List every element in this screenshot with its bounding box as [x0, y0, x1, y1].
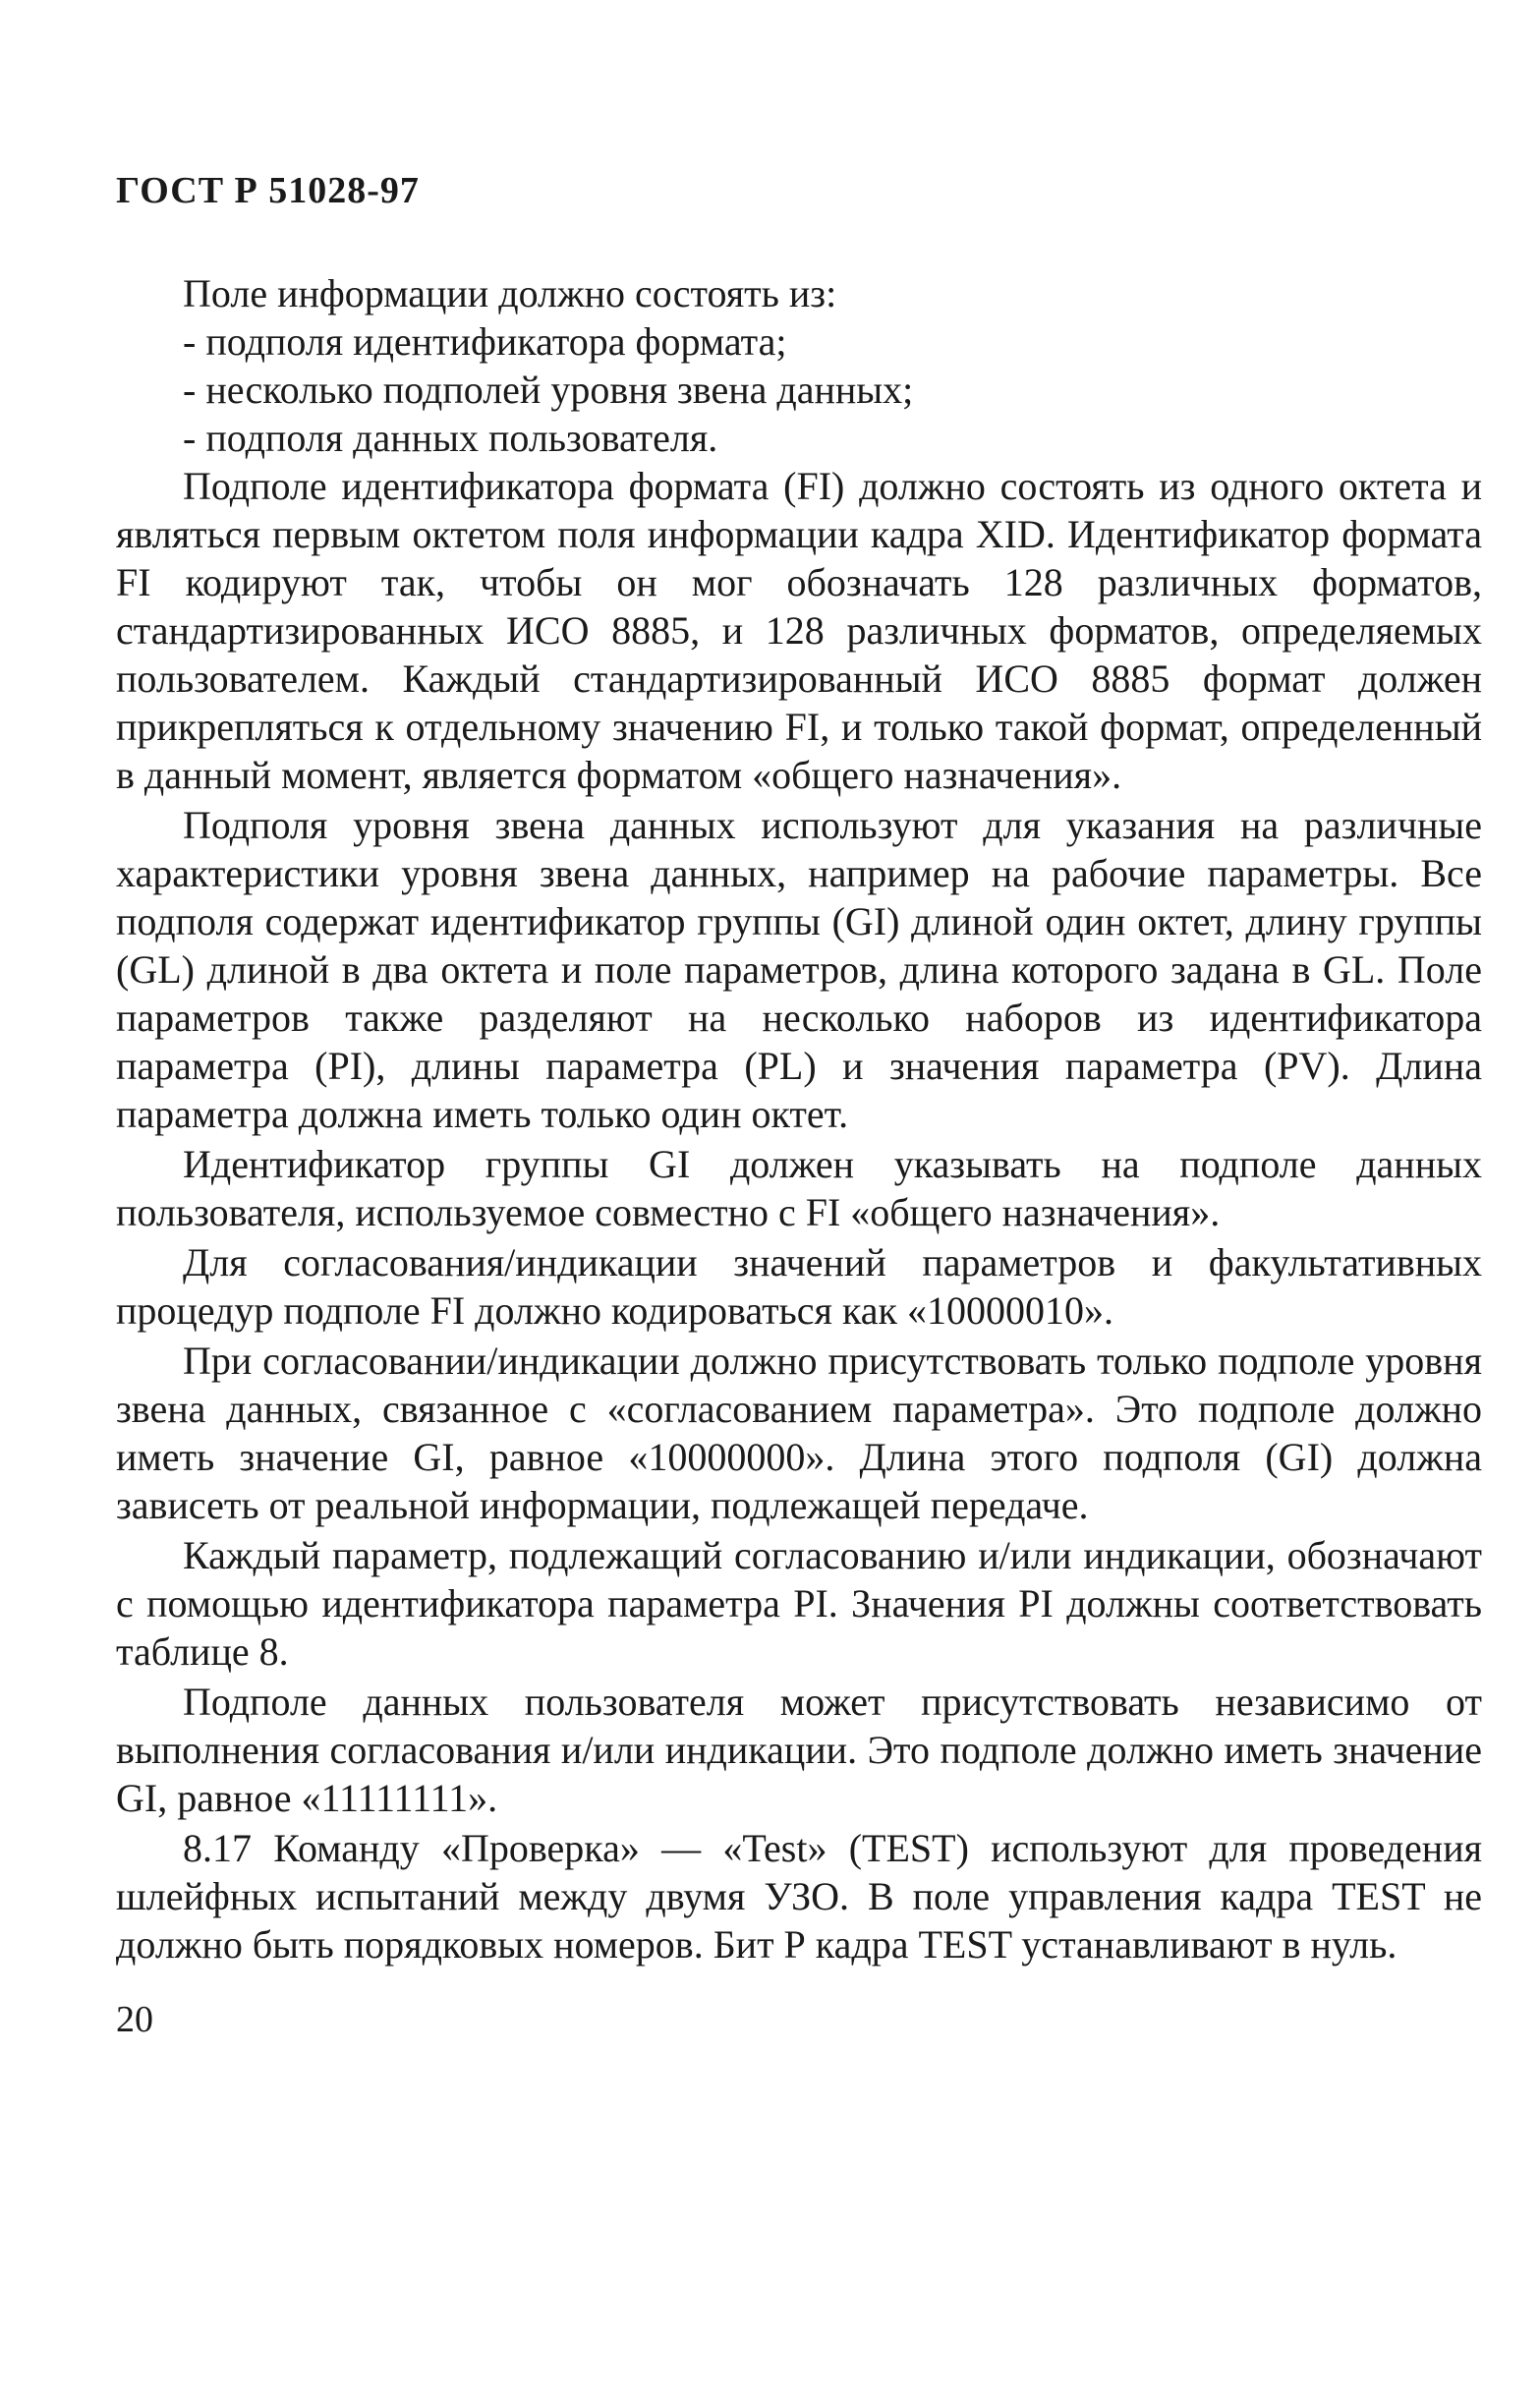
standard-header: ГОСТ Р 51028-97 — [116, 170, 420, 211]
list-item: - подполя данных пользователя. — [183, 416, 718, 460]
paragraph-pi: Каждый параметр, подлежащий согласованию и/или индикации, обозначают с помощью идентификатора параметра PI. Значения PI должны соответствовать таблице 8. — [116, 1533, 1482, 1674]
paragraph-negotiation-subfield: При согласовании/индикации должно присутствовать только подполе уровня звена данных, связанное с «согласованием параметра». Это подполе должно иметь значение GI, равное «10000000». Длина этого подполя (GI) должна зависеть от реальной информации, подлежащей передаче. — [116, 1339, 1482, 1527]
document-page — [116, 147, 1482, 2041]
paragraph-gi: Идентификатор группы GI должен указывать на подполе данных пользователя, используемое совместно с FI «общего назначения». — [116, 1142, 1482, 1234]
page-number: 20 — [116, 1999, 153, 2040]
paragraph-user-data: Подполе данных пользователя может присутствовать независимо от выполнения согласования и/или индикации. Это подполе должно иметь значение GI, равное «11111111». — [116, 1680, 1482, 1820]
info-field-intro: Поле информации должно состоять из: — [183, 271, 837, 315]
paragraph-data-link-subfields: Подполя уровня звена данных используют для указания на различные характеристики уровня звена данных, например на рабочие параметры. Все подполя содержат идентификатор группы (GI) длиной один октет, длину группы (GL) длиной в два октета и поле параметров, длина которого задана в GL. Поле параметров также разделяют на несколько наборов из идентификатора параметра (PI), длины параметра (PL) и значения параметра (PV). Длина параметра должна иметь только один октет. — [116, 803, 1482, 1136]
paragraph-test-command: 8.17 Команду «Проверка» — «Test» (TEST) используют для проведения шлейфных испытаний между двумя УЗО. В поле управления кадра TEST не должно быть порядковых номеров. Бит Р кадра TEST устанавливают в нуль. — [116, 1826, 1482, 1967]
paragraph-negotiation-coding: Для согласования/индикации значений параметров и факультативных процедур подполе FI должно кодироваться как «10000010». — [116, 1240, 1482, 1333]
paragraph-fi: Подполе идентификатора формата (FI) должно состоять из одного октета и являться первым октетом поля информации кадра XID. Идентификатор формата FI кодируют так, чтобы он мог обозначать 128 различных форматов, стандартизированных ИСО 8885, и 128 различных форматов, определяемых пользователем. Каждый стандартизированный ИСО 8885 формат должен прикрепляться к отдельному значению FI, и только такой формат, определенный в данный момент, является форматом «общего назначения». — [116, 464, 1482, 797]
list-item: - подполя идентификатора формата; — [183, 319, 787, 364]
list-item: - несколько подполей уровня звена данных; — [183, 368, 914, 412]
subfield-list — [116, 317, 1482, 462]
